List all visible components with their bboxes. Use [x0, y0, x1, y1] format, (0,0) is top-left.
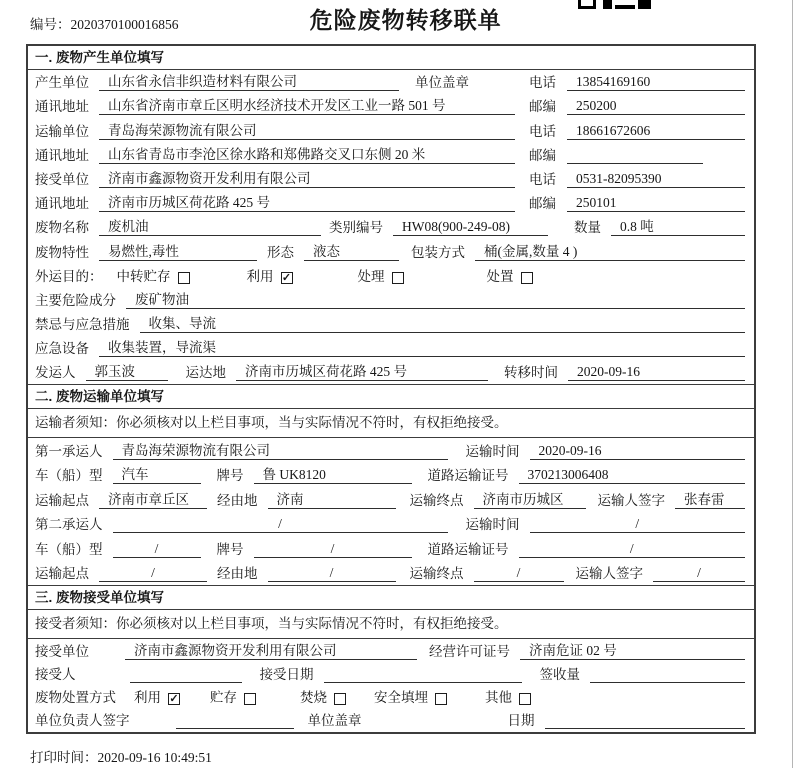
road-permit-value: / — [519, 541, 746, 558]
road-permit-label: 道路运输证号 — [427, 468, 509, 484]
section3-header: 三. 废物接受单位填写 — [28, 586, 754, 610]
document-number — [30, 13, 179, 33]
row-route2 — [28, 561, 754, 586]
option-label: 中转贮存 — [116, 268, 171, 284]
plate-value: / — [254, 541, 412, 558]
license-label: 经营许可证号 — [429, 643, 510, 659]
via-label: 经由地 — [217, 566, 258, 582]
qr-block — [603, 0, 612, 9]
date-value — [545, 713, 746, 729]
transporter-notice: 运输者须知：你必须核对以上栏目事项，当与实际情况不符时，有权拒绝接受。 — [28, 409, 754, 438]
carrier-sign-value: / — [653, 565, 745, 582]
vehicle-type-label: 车（船）型 — [35, 468, 103, 484]
transporter-label: 运输单位 — [35, 123, 89, 139]
disposal-option-other — [485, 686, 531, 706]
address-value: 济南市历城区荷花路 425 号 — [99, 191, 515, 212]
origin-label: 运输起点 — [35, 566, 89, 582]
producer-value: 山东省永信非织造材料有限公司 — [99, 70, 399, 91]
row-emergency-equipment — [28, 336, 754, 360]
shipper-label: 发运人 — [35, 365, 76, 381]
acceptor-value — [130, 667, 242, 683]
receiving-unit-label: 接受单位 — [35, 643, 89, 659]
destination-label: 运达地 — [185, 365, 226, 381]
disposal-option-storage — [210, 686, 256, 706]
document-number-value: 2020370100016856 — [70, 17, 179, 32]
carrier2-label: 第二承运人 — [35, 517, 103, 533]
transport-time-value: / — [530, 516, 746, 533]
via-label: 经由地 — [217, 492, 258, 508]
row-emergency-measures — [28, 312, 754, 336]
section1-header: 一. 废物产生单位填写 — [28, 46, 754, 70]
option-label: 安全填埋 — [374, 690, 428, 705]
purpose-option-dispose — [487, 265, 533, 285]
emergency-value: 收集、导流 — [140, 312, 746, 333]
print-time-value: 2020-09-16 10:49:51 — [97, 750, 212, 765]
received-qty-value — [590, 667, 745, 683]
option-label: 贮存 — [210, 690, 237, 705]
checkbox-icon — [435, 693, 447, 705]
waste-name-label: 废物名称 — [35, 220, 89, 236]
phone-value: 13854169160 — [567, 74, 745, 91]
postcode-label: 邮编 — [529, 196, 556, 212]
row-hazard — [28, 288, 754, 312]
origin-value: 济南市章丘区 — [99, 488, 207, 509]
row-receiver — [28, 167, 754, 191]
postcode-label: 邮编 — [529, 147, 556, 163]
equipment-label: 应急设备 — [35, 341, 89, 357]
option-label: 利用 — [246, 268, 274, 284]
carrier1-label: 第一承运人 — [35, 443, 103, 459]
print-time-label: 打印时间： — [30, 750, 98, 765]
phone-label: 电话 — [529, 123, 556, 139]
road-permit-label: 道路运输证号 — [427, 541, 509, 557]
plate-label: 牌号 — [216, 468, 244, 484]
receiver-label: 接受单位 — [35, 171, 89, 187]
license-value: 济南危证 02 号 — [520, 639, 745, 660]
terminal-value: 济南市历城区 — [474, 488, 586, 509]
section-transporter — [28, 384, 754, 585]
purpose-option-transfer-storage — [117, 265, 190, 285]
character-value: 易燃性,毒性 — [99, 240, 257, 261]
phone-value: 0531-82095390 — [567, 171, 745, 188]
row-transporter-address — [28, 143, 754, 167]
checkbox-icon — [521, 272, 533, 284]
hazard-value: 废矿物油 — [126, 288, 745, 309]
phone-value: 18661672606 — [567, 123, 745, 140]
transporter-value: 青岛海荣源物流有限公司 — [99, 119, 515, 140]
phone-group — [529, 71, 745, 91]
category-label: 类别编号 — [329, 220, 383, 236]
postcode-value: 250200 — [567, 98, 745, 115]
row-shipper — [28, 360, 754, 384]
equipment-value: 收集装置，导流渠 — [99, 336, 745, 357]
vehicle-type-label: 车（船）型 — [35, 541, 103, 557]
received-qty-label: 签收量 — [539, 666, 580, 682]
row-vehicle1 — [28, 463, 754, 488]
address-label: 通讯地址 — [35, 196, 89, 212]
checkbox-checked-icon: ✓ — [281, 271, 292, 284]
form-label: 形态 — [267, 244, 294, 260]
disposal-option-incinerate — [300, 686, 346, 706]
checkbox-icon — [519, 693, 531, 705]
packaging-label: 包装方式 — [411, 244, 465, 260]
window-edge-divider — [792, 0, 793, 768]
qr-block — [638, 0, 651, 9]
page-title: 危险废物转移联单 — [309, 7, 502, 33]
responsible-sign-label: 单位负责人签字 — [35, 713, 130, 729]
document-number-label: 编号： — [30, 17, 71, 32]
row-route1 — [28, 487, 754, 512]
option-label: 处置 — [486, 268, 514, 284]
emergency-label: 禁忌与应急措施 — [35, 317, 130, 333]
option-label: 利用 — [134, 690, 161, 705]
carrier-sign-label: 运输人签字 — [597, 492, 665, 508]
phone-label: 电话 — [529, 75, 556, 91]
address-value: 山东省济南市章丘区明水经济技术开发区工业一路 501 号 — [99, 94, 515, 115]
form-table — [26, 44, 756, 734]
address-label: 通讯地址 — [35, 147, 89, 163]
transfer-time-value: 2020-09-16 — [568, 364, 745, 381]
checkbox-checked-icon: ✓ — [169, 693, 179, 705]
postcode-group — [529, 95, 745, 115]
section2-header: 二. 废物运输单位填写 — [28, 385, 754, 409]
option-label: 其他 — [485, 690, 512, 705]
row-receiving-unit — [28, 639, 754, 662]
waste-name-value: 废机油 — [99, 215, 321, 236]
accept-date-label: 接受日期 — [259, 666, 314, 682]
disposal-option-landfill — [374, 686, 447, 706]
packaging-value: 桶(金属,数量 4 ) — [475, 240, 745, 261]
receiver-notice: 接受者须知：你必须核对以上栏目事项，当与实际情况不符时，有权拒绝接受。 — [28, 610, 754, 639]
via-value: / — [268, 565, 396, 582]
qr-code-fragment-icon — [578, 0, 651, 10]
carrier2-value: / — [113, 516, 448, 533]
phone-group — [529, 168, 745, 188]
shipper-value: 郭玉波 — [86, 360, 168, 381]
purpose-label: 外运目的： — [35, 268, 103, 284]
origin-value: / — [99, 565, 207, 582]
terminal-label: 运输终点 — [409, 566, 464, 582]
vehicle-type-value: / — [113, 541, 201, 558]
terminal-value: / — [474, 565, 564, 582]
postcode-value: 250101 — [567, 195, 745, 212]
address-label: 通讯地址 — [35, 99, 89, 115]
origin-label: 运输起点 — [35, 492, 89, 508]
purpose-option-utilize — [247, 265, 293, 285]
accept-date-value — [324, 667, 522, 683]
producer-label: 产生单位 — [35, 75, 89, 91]
postcode-value — [567, 148, 703, 164]
option-label: 焚烧 — [300, 690, 327, 705]
qr-block — [578, 0, 596, 9]
quantity-value: 0.8 吨 — [611, 215, 745, 236]
hazard-label: 主要危险成分 — [35, 292, 116, 308]
section-receiver — [28, 585, 754, 732]
checkbox-icon — [334, 693, 346, 705]
transport-time-value: 2020-09-16 — [530, 443, 746, 460]
transport-time-label: 运输时间 — [465, 517, 520, 533]
row-producer-address — [28, 94, 754, 118]
transfer-time-label: 转移时间 — [504, 365, 558, 381]
row-waste-name — [28, 215, 754, 239]
receiver-value: 济南市鑫源物资开发利用有限公司 — [99, 167, 515, 188]
phone-label: 电话 — [529, 171, 556, 187]
phone-group — [529, 120, 745, 140]
road-permit-value: 370213006408 — [519, 467, 746, 484]
character-label: 废物特性 — [35, 244, 89, 260]
checkbox-icon — [178, 272, 190, 284]
plate-value: 鲁 UK8120 — [254, 463, 412, 484]
address-value: 山东省青岛市李沧区徐水路和郑佛路交叉口东侧 20 米 — [99, 143, 515, 164]
unit-seal-label: 单位盖章 — [415, 75, 469, 91]
vehicle-type-value: 汽车 — [113, 463, 201, 484]
print-time — [30, 746, 212, 766]
responsible-sign-value — [176, 713, 294, 729]
row-producer — [28, 70, 754, 94]
transport-time-label: 运输时间 — [465, 443, 520, 459]
form-value: 液态 — [304, 240, 399, 261]
row-receiver-address — [28, 191, 754, 215]
qr-block — [615, 5, 635, 9]
disposal-label: 废物处置方式 — [35, 690, 116, 705]
carrier-sign-value: 张春雷 — [675, 488, 745, 509]
carrier-sign-label: 运输人签字 — [575, 566, 643, 582]
date-label: 日期 — [507, 713, 535, 729]
destination-value: 济南市历城区荷花路 425 号 — [236, 360, 488, 381]
option-label: 处理 — [357, 268, 385, 284]
row-disposal-method — [28, 686, 754, 709]
postcode-group — [529, 192, 745, 212]
row-transporter — [28, 118, 754, 142]
row-responsible-sign — [28, 709, 754, 732]
row-vehicle2 — [28, 536, 754, 561]
row-first-carrier — [28, 438, 754, 463]
row-acceptor — [28, 663, 754, 686]
row-waste-character — [28, 239, 754, 263]
receiving-unit-value: 济南市鑫源物资开发利用有限公司 — [125, 639, 417, 660]
category-value: HW08(900-249-08) — [393, 219, 548, 236]
row-second-carrier — [28, 512, 754, 537]
checkbox-icon — [392, 272, 404, 284]
postcode-group — [529, 144, 745, 164]
terminal-label: 运输终点 — [409, 492, 464, 508]
disposal-option-utilize — [134, 686, 180, 706]
unit-seal-label: 单位盖章 — [307, 713, 362, 729]
plate-label: 牌号 — [216, 541, 244, 557]
row-purpose — [28, 264, 754, 288]
purpose-option-treat — [358, 265, 404, 285]
quantity-label: 数量 — [574, 220, 601, 236]
checkbox-icon — [244, 693, 256, 705]
acceptor-label: 接受人 — [35, 666, 76, 682]
carrier1-value: 青岛海荣源物流有限公司 — [113, 439, 448, 460]
section-producer — [28, 46, 754, 384]
via-value: 济南 — [268, 488, 396, 509]
postcode-label: 邮编 — [529, 99, 556, 115]
